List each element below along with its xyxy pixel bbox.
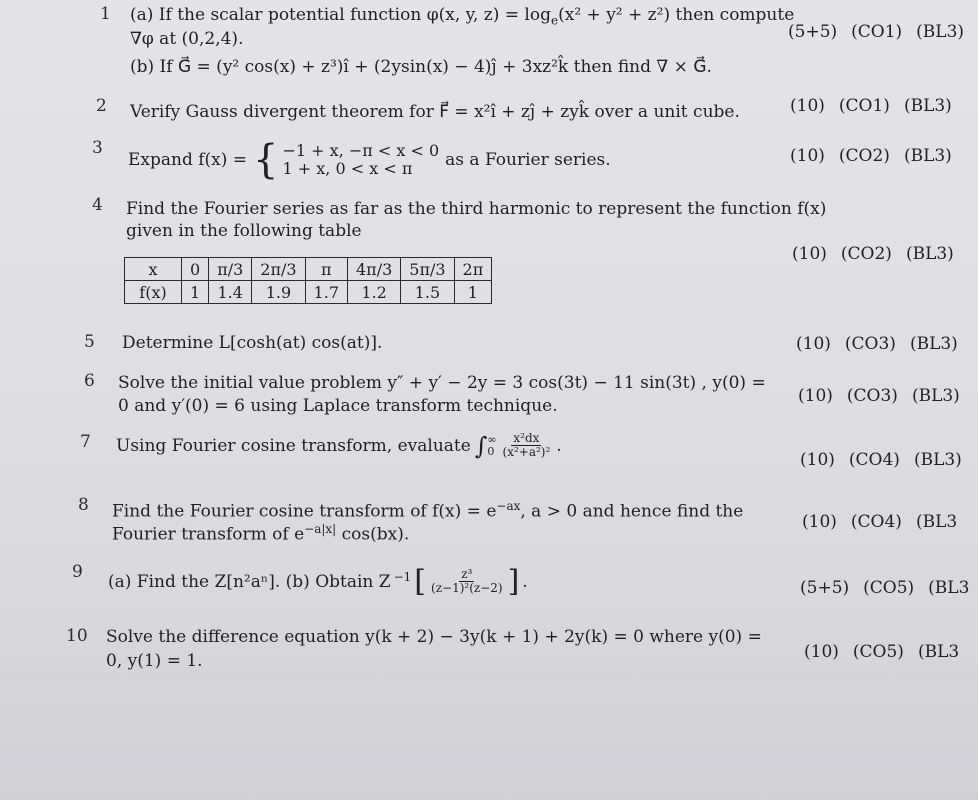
course-outcome: (CO4) <box>850 512 902 532</box>
question-meta <box>796 334 958 354</box>
table-cell: 1.5 <box>401 281 454 304</box>
question-text-line2: Fourier transform of $e^{-a|x|}$ cos(bx). <box>112 522 410 545</box>
marks: (10) <box>790 96 825 116</box>
marks: (5+5) <box>800 578 850 598</box>
table-row <box>125 258 492 281</box>
bloom-level: (BL3) <box>916 22 965 42</box>
bloom-level: (BL3 <box>915 512 958 532</box>
question-meta <box>790 146 952 166</box>
question-meta <box>802 512 957 532</box>
question-number: 3 <box>92 138 103 158</box>
question-number: 10 <box>66 626 88 646</box>
bloom-level: (BL3 <box>917 642 960 662</box>
course-outcome: (CO5) <box>863 578 915 598</box>
question-text: (a) Find the Z[n²aⁿ]. (b) Obtain Z −1 [ $\frac{\text{z³}}{\text{(z−1)²(z−2)}}$ ] . <box>108 563 528 599</box>
table-cell: 1.9 <box>252 281 305 304</box>
course-outcome: (CO1) <box>838 96 890 116</box>
question-number: 2 <box>96 96 107 116</box>
fraction: $\frac{\text{x²dx}}{\text{(x²+a²)²}}$ <box>502 431 551 459</box>
question-text-b: (b) If G⃗ = (y² cos(x) + z³)î + (2ysin(x) − 4)ĵ + 3xz²k̂ then find ∇ × G⃗. <box>130 57 712 77</box>
question-text-line1: Solve the difference equation y(k + 2) − 3y(k + 1) + 2y(k) = 0 where y(0) = <box>106 627 762 647</box>
bloom-level: (BL3) <box>903 96 952 116</box>
table-cell: 2π/3 <box>252 258 305 281</box>
bloom-level: (BL3) <box>911 386 960 406</box>
bloom-level: (BL3) <box>905 244 954 264</box>
integral-limits: ∞ 0 <box>487 432 497 458</box>
marks: (10) <box>800 450 835 470</box>
piecewise-function: { −1 + x, −π < x < 0 1 + x, 0 < x < π <box>253 137 440 183</box>
question-meta <box>800 450 962 470</box>
question-text-line1: Find the Fourier cosine transform of $f(x) = e^{-ax}$, a > 0 and hence find the <box>112 499 744 522</box>
marks: (10) <box>790 146 825 166</box>
question-text-line1: Solve the initial value problem y″ + y′ − 2y = 3 cos(3t) − 11 sin(3t) , y(0) = <box>118 373 766 393</box>
question-text: Using Fourier cosine transform, evaluate ∫ ∞ 0 $\frac{\text{x²dx}}{\text{(x²+a²)²}}$ . <box>116 431 562 460</box>
table-cell: 1.2 <box>348 281 401 304</box>
table-cell: 1 <box>454 281 492 304</box>
question-meta <box>798 386 960 406</box>
question-meta <box>792 244 954 264</box>
table-cell: f(x) <box>125 281 182 304</box>
course-outcome: (CO2) <box>838 146 890 166</box>
question-meta <box>804 642 959 662</box>
course-outcome: (CO3) <box>846 386 898 406</box>
question-number: 9 <box>72 562 83 582</box>
bloom-level: (BL3) <box>903 146 952 166</box>
marks: (10) <box>798 386 833 406</box>
table-cell: x <box>125 258 182 281</box>
question-number: 7 <box>80 432 91 452</box>
question-text-line2: given in the following table <box>126 221 362 241</box>
course-outcome: (CO1) <box>851 22 903 42</box>
question-number: 8 <box>78 495 89 515</box>
marks: (10) <box>804 642 839 662</box>
question-meta <box>800 578 969 598</box>
left-brace-icon: { <box>253 137 279 183</box>
question-number: 5 <box>84 332 95 352</box>
table-cell: 5π/3 <box>401 258 454 281</box>
table-cell: 4π/3 <box>348 258 401 281</box>
question-meta <box>790 96 952 116</box>
table-cell: 2π <box>454 258 492 281</box>
data-table <box>124 257 492 304</box>
question-number: 6 <box>84 371 95 391</box>
fraction: $\frac{\text{z³}}{\text{(z−1)²(z−2)}}$ <box>431 567 503 595</box>
table-cell: 1.7 <box>305 281 347 304</box>
marks: (10) <box>792 244 827 264</box>
table-cell: 1.4 <box>209 281 252 304</box>
question-number: 4 <box>92 195 103 215</box>
table-row <box>125 281 492 304</box>
question-text-line1: Find the Fourier series as far as the third harmonic to represent the function f(x) <box>126 199 827 219</box>
table-cell: π <box>305 258 347 281</box>
table-cell: π/3 <box>209 258 252 281</box>
marks: (10) <box>796 334 831 354</box>
question-number: 1 <box>100 4 111 24</box>
table-cell: 1 <box>182 281 209 304</box>
marks: (5+5) <box>788 22 838 42</box>
question-text-a: (a) If the scalar potential function φ(x, y, $z) = \log_e(x^2 + y^2 + z^2)$ then compute <box>130 5 795 28</box>
bloom-level: (BL3 <box>928 578 970 598</box>
question-text-line2: 0, y(1) = 1. <box>106 651 203 671</box>
question-text-line2: 0 and y′(0) = 6 using Laplace transform technique. <box>118 396 558 416</box>
question-text: Verify Gauss divergent theorem for F⃗ = x²î + zĵ + zyk̂ over a unit cube. <box>130 102 740 122</box>
integral-sign-icon: ∫ <box>474 431 488 460</box>
course-outcome: (CO5) <box>852 642 904 662</box>
bloom-level: (BL3) <box>913 450 962 470</box>
left-bracket-icon: [ <box>414 563 427 599</box>
table-cell: 0 <box>182 258 209 281</box>
marks: (10) <box>802 512 837 532</box>
question-text-a-cont: ∇φ at (0,2,4). <box>130 29 244 49</box>
question-text: Determine L[cosh(at) cos(at)]. <box>122 333 383 353</box>
right-bracket-icon: ] <box>507 563 520 599</box>
course-outcome: (CO4) <box>848 450 900 470</box>
question-text: Expand f(x) = { −1 + x, −π < x < 0 1 + x, 0 < x < π as a Fourier series. <box>128 137 611 183</box>
course-outcome: (CO2) <box>840 244 892 264</box>
course-outcome: (CO3) <box>844 334 896 354</box>
question-meta <box>788 22 964 42</box>
bloom-level: (BL3) <box>909 334 958 354</box>
